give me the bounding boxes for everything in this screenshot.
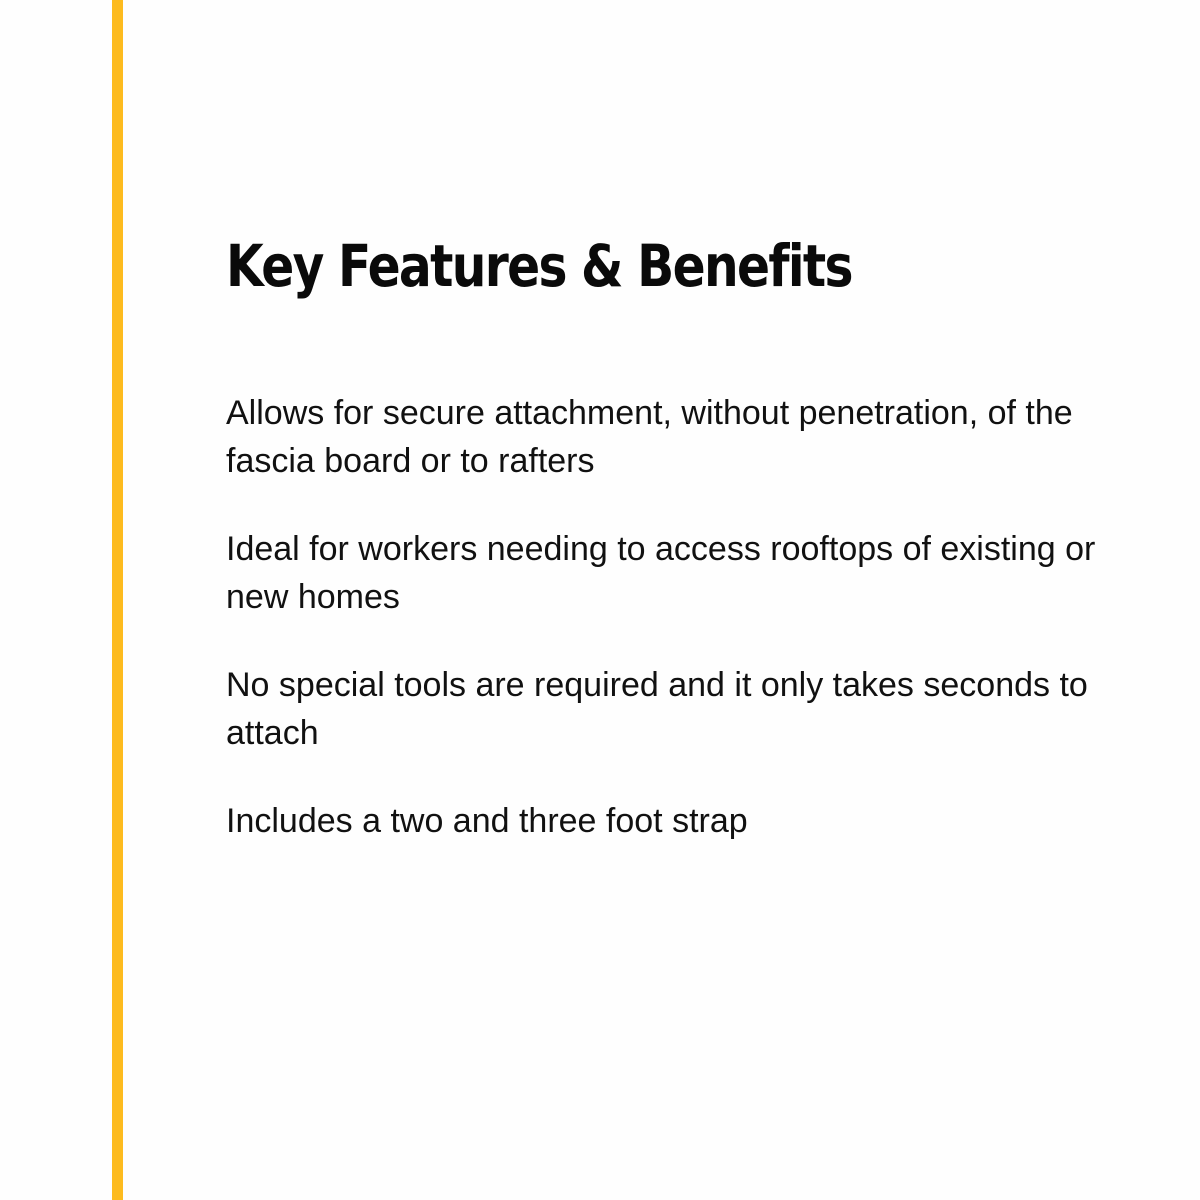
accent-bar xyxy=(112,0,123,1200)
content xyxy=(226,226,1126,885)
feature-item: No special tools are required and it only takes seconds to attach xyxy=(226,666,1088,752)
feature-list xyxy=(226,389,1126,845)
feature-item: Allows for secure attachment, without penetration, of the fascia board or to rafters xyxy=(226,394,1073,480)
page-title: Key Features & Benefits xyxy=(226,232,852,300)
feature-item: Includes a two and three foot strap xyxy=(226,802,748,840)
feature-item: Ideal for workers needing to access rooftops of existing or new homes xyxy=(226,530,1096,616)
